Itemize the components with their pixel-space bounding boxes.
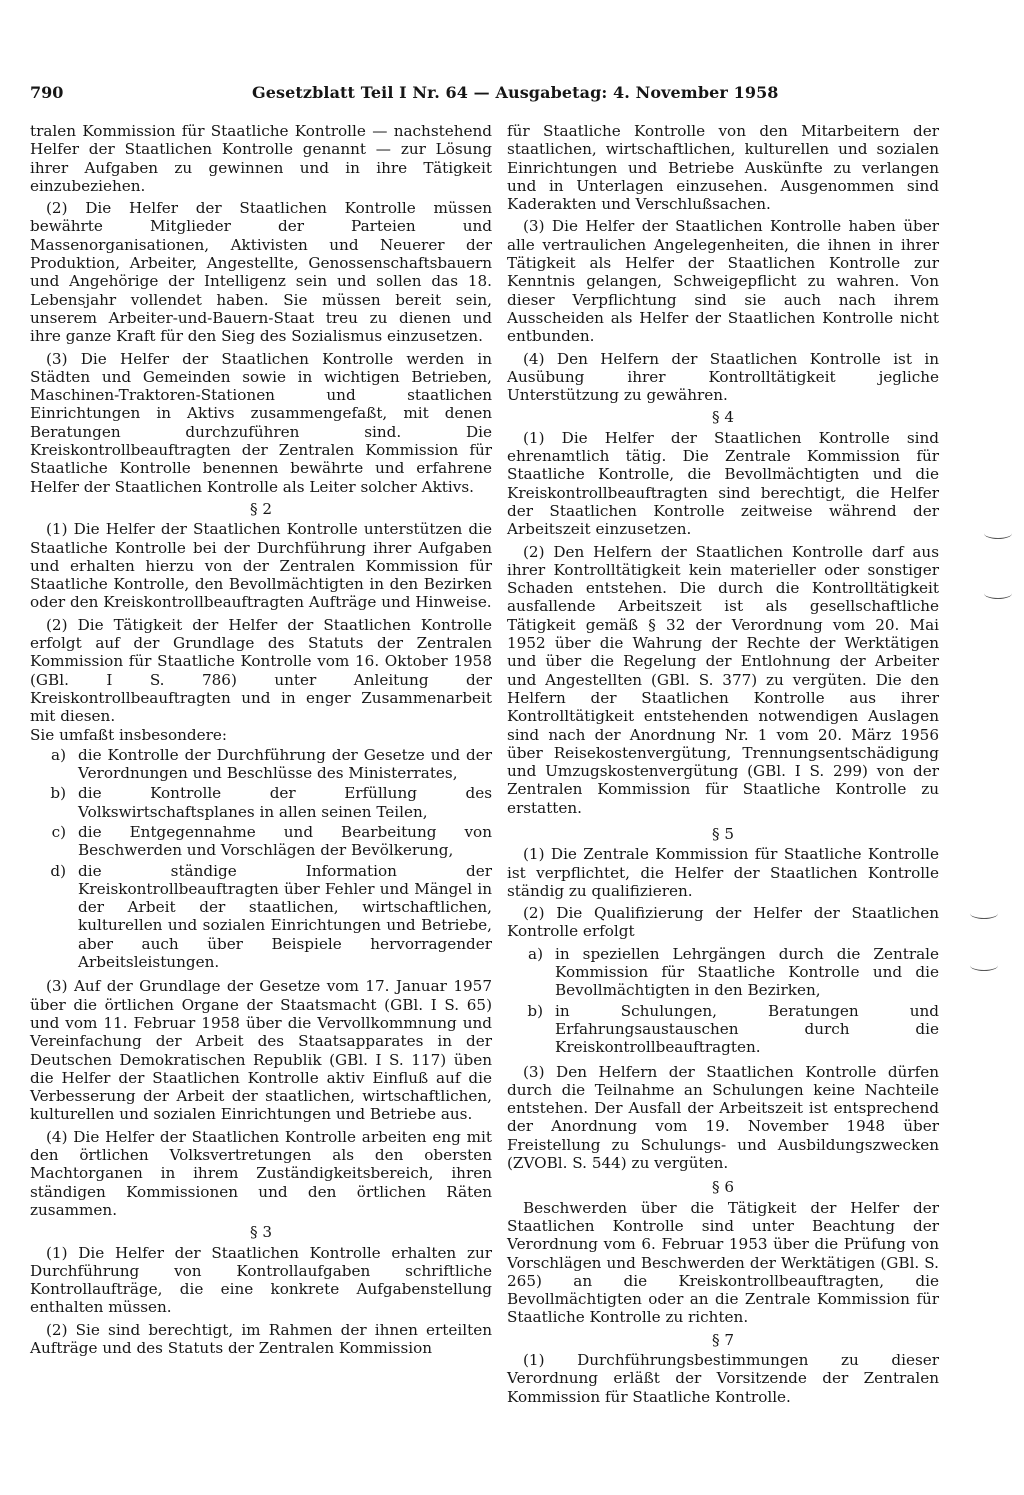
section-heading-4: § 4 <box>711 408 735 427</box>
paragraph-3-2: (2) Sie sind berechtigt, im Rahmen der ihnen erteilten Aufträge und des Statuts der Zentralen Kommission <box>30 1320 492 1357</box>
paragraph-2-4: (4) Die Helfer der Staatlichen Kontrolle arbeiten eng mit den örtlichen Volksvertretungen als den obersten Machtorganen in ihrem Zuständigkeitsbereich, ihren ständigen Kommissionen und den örtlichen Räten zusammen. <box>30 1127 492 1219</box>
paragraph-2-2: (2) Die Tätigkeit der Helfer der Staatlichen Kontrolle erfolgt auf der Grundlage des Statuts der Zentralen Kommission für Staatliche Kontrolle vom 16. Oktober 1958 (GBl. I S. 786) unter Anleitung der Kreiskontrollbeauftragten und in enger Zusammenarbeit mit diesen. <box>30 615 492 726</box>
paragraph-4-1: (1) Die Helfer der Staatlichen Kontrolle sind ehrenamtlich tätig. Die Zentrale Kommission für Staatliche Kontrolle, die Bevollmächtigten und die Kreiskontrollbeauftragten sind berechtigt, die Helfer der Staatlichen Kontrolle zeitweise während der Arbeitszeit einzusetzen. <box>507 428 939 539</box>
paragraph-1-3: (3) Die Helfer der Staatlichen Kontrolle werden in Städten und Gemeinden sowie in wichtigen Betrieben, Maschinen-Traktoren-Stationen und staatlichen Einrichtungen in Aktivs zusammengefaßt, mit denen Beratungen durchzuführen sind. Die Kreiskontrollbeauftragten der Zentralen Kommission für Staatliche Kontrolle benennen bewährte und erfahrene Helfer der Staatlichen Kontrolle als Leiter solcher Aktivs. <box>30 349 492 496</box>
section-heading-5: § 5 <box>711 824 735 843</box>
list-text: die Kontrolle der Durchführung der Gesetze und der Verordnungen und Beschlüsse des Ministerrates, <box>78 745 492 783</box>
list-label: b) <box>527 1001 543 1020</box>
list-text: die Entgegennahme und Bearbeitung von Beschwerden und Vorschlägen der Bevölkerung, <box>78 822 492 860</box>
list-text: in speziellen Lehrgängen durch die Zentrale Kommission für Staatliche Kontrolle und die Bevollmächtigten in den Bezirken, <box>555 944 939 1000</box>
margin-mark <box>984 588 1012 599</box>
paragraph-5-3: (3) Den Helfern der Staatlichen Kontrolle dürfen durch die Teilnahme an Schulungen keine Nachteile entstehen. Der Ausfall der Arbeitszeit ist entsprechend der Anordnung vom 19. November 1948 über Freistellung zu Schulungs- und Ausbildungszwecken (ZVOBl. S. 544) zu vergüten. <box>507 1062 939 1173</box>
section-heading-3: § 3 <box>249 1223 273 1242</box>
list-item-b <box>507 1002 939 1057</box>
list-item-b <box>30 784 492 821</box>
right-column <box>507 122 939 1410</box>
paragraph-2-2-lead: Sie umfaßt insbesondere: <box>30 725 227 744</box>
paragraph-continued: tralen Kommission für Staatliche Kontrolle — nachstehend Helfer der Staatlichen Kontrolle genannt — zur Lösung ihrer Aufgaben zu gewinnen und in ihre Tätigkeit einzubeziehen. <box>30 122 492 195</box>
list-text: in Schulungen, Beratungen und Erfahrungsaustauschen durch die Kreiskontrollbeauftragten. <box>555 1001 939 1057</box>
page-header <box>30 83 950 109</box>
section-heading-7: § 7 <box>711 1330 735 1349</box>
section-heading-6: § 6 <box>711 1178 735 1197</box>
margin-mark <box>984 528 1012 539</box>
paragraph-4-2: (2) Den Helfern der Staatlichen Kontrolle darf aus ihrer Kontrolltätigkeit kein materieller oder sonstiger Schaden entstehen. Die durch die Kontrolltätigkeit ausfallende Arbeitszeit ist als gesellschaftliche Tätigkeit gemäß § 32 der Verordnung vom 20. Mai 1952 über die Wahrung der Rechte der Werktätigen und über die Regelung der Entlohnung der Arbeiter und Angestellten (GBl. S. 377) zu vergüten. Die den Helfern der Staatlichen Kontrolle aus ihrer Kontrolltätigkeit entstehenden notwendigen Auslagen sind nach der Anordnung Nr. 1 vom 20. März 1956 über Reisekostenvergütung, Trennungsentschädigung und Umzugskostenvergütung (GBl. I S. 299) von der Zentralen Kommission für Staatliche Kontrolle zu erstatten. <box>507 542 939 817</box>
paragraph-1-2: (2) Die Helfer der Staatlichen Kontrolle müssen bewährte Mitglieder der Parteien und Massenorganisationen, Aktivisten und Neuerer der Produktion, Arbeiter, Angestellte, Genossenschaftsbauern und Angehörige der Intelligenz sein und sollen das 18. Lebensjahr vollendet haben. Sie müssen bereit sein, unserem Arbeiter-und-Bauern-Staat treu zu dienen und ihre ganze Kraft für den Sieg des Sozialismus einzusetzen. <box>30 199 492 346</box>
list-text: die ständige Information der Kreiskontrollbeauftragten über Fehler und Mängel in der Arbeit der staatlichen, wirtschaftlichen, kulturellen und sozialen Einrichtungen und Betriebe, aber auch über Beispiele hervorragender Arbeitsleistungen. <box>78 861 492 972</box>
paragraph-6: Beschwerden über die Tätigkeit der Helfer der Staatlichen Kontrolle sind unter Beachtung der Verordnung vom 6. Februar 1953 über die Prüfung von Vorschlägen und Beschwerden der Werktätigen (GBl. S. 265) an die Kreiskontrollbeauftragten, die Bevollmächtigten oder an die Zentrale Kommission für Staatliche Kontrolle zu richten. <box>507 1198 939 1327</box>
margin-mark <box>970 908 998 919</box>
paragraph-5-2: (2) Die Qualifizierung der Helfer der Staatlichen Kontrolle erfolgt <box>507 904 939 941</box>
list-label: c) <box>51 822 66 841</box>
paragraph-3-4: (4) Den Helfern der Staatlichen Kontrolle ist in Ausübung ihrer Kontrolltätigkeit jegliche Unterstützung zu gewähren. <box>507 349 939 405</box>
paragraph-5-1: (1) Die Zentrale Kommission für Staatliche Kontrolle ist verpflichtet, die Helfer der Staatlichen Kontrolle ständig zu qualifizieren. <box>507 845 939 900</box>
list-label: d) <box>50 861 66 880</box>
list-label: a) <box>528 944 543 963</box>
list-item-c <box>30 823 492 860</box>
list-text: die Kontrolle der Erfüllung des Volkswirtschaftsplanes in allen seinen Teilen, <box>78 784 492 821</box>
list-item-a <box>30 746 492 783</box>
paragraph-2-3: (3) Auf der Grundlage der Gesetze vom 17. Januar 1957 über die örtlichen Organe der Staatsmacht (GBl. I S. 65) und vom 11. Februar 1958 über die Vervollkommnung und Vereinfachung der Arbeit des Staatsapparates in der Deutschen Demokratischen Republik (GBl. I S. 117) üben die Helfer der Staatlichen Kontrolle aktiv Einfluß auf die Verbesserung der Arbeit der staatlichen, wirtschaftlichen, kulturellen und sozialen Einrichtungen und Betriebe aus. <box>30 977 492 1124</box>
paragraph-7-1: (1) Durchführungsbestimmungen zu dieser Verordnung erläßt der Vorsitzende der Zentralen Kommission für Staatliche Kontrolle. <box>507 1351 939 1406</box>
paragraph-3-3: (3) Die Helfer der Staatlichen Kontrolle haben über alle vertraulichen Angelegenheiten, die ihnen in ihrer Tätigkeit als Helfer der Staatlichen Kontrolle zur Kenntnis gelangen, Schweigepflicht zu wahren. Von dieser Verpflichtung sind sie auch nach ihrem Ausscheiden als Helfer der Staatlichen Kontrolle nicht entbunden. <box>507 217 939 346</box>
section-heading-2: § 2 <box>249 499 273 518</box>
list-label: b) <box>50 784 66 803</box>
list-item-d <box>30 862 492 972</box>
left-column <box>30 122 492 1361</box>
gazette-title: Gesetzblatt Teil I Nr. 64 — Ausgabetag: 4. November 1958 <box>252 83 779 102</box>
list-label: a) <box>51 745 66 764</box>
page-number: 790 <box>30 83 64 102</box>
margin-mark <box>970 960 998 971</box>
paragraph-2-1: (1) Die Helfer der Staatlichen Kontrolle unterstützen die Staatliche Kontrolle bei der Durchführung ihrer Aufgaben und erhalten hierzu von der Zentralen Kommission für Staatliche Kontrolle, den Bevollmächtigten in den Bezirken oder den Kreiskontrollbeauftragten Aufträge und Hinweise. <box>30 520 492 612</box>
paragraph-continued: für Staatliche Kontrolle von den Mitarbeitern der staatlichen, wirtschaftlichen, kulturellen und sozialen Einrichtungen und Betriebe Auskünfte zu verlangen und in Unterlagen einzusehen. Ausgenommen sind Kaderakten und Verschlußsachen. <box>507 122 939 214</box>
paragraph-3-1: (1) Die Helfer der Staatlichen Kontrolle erhalten zur Durchführung von Kontrollaufgaben schriftliche Kontrollaufträge, die eine konkrete Aufgabenstellung enthalten müssen. <box>30 1243 492 1317</box>
list-item-a <box>507 945 939 1000</box>
